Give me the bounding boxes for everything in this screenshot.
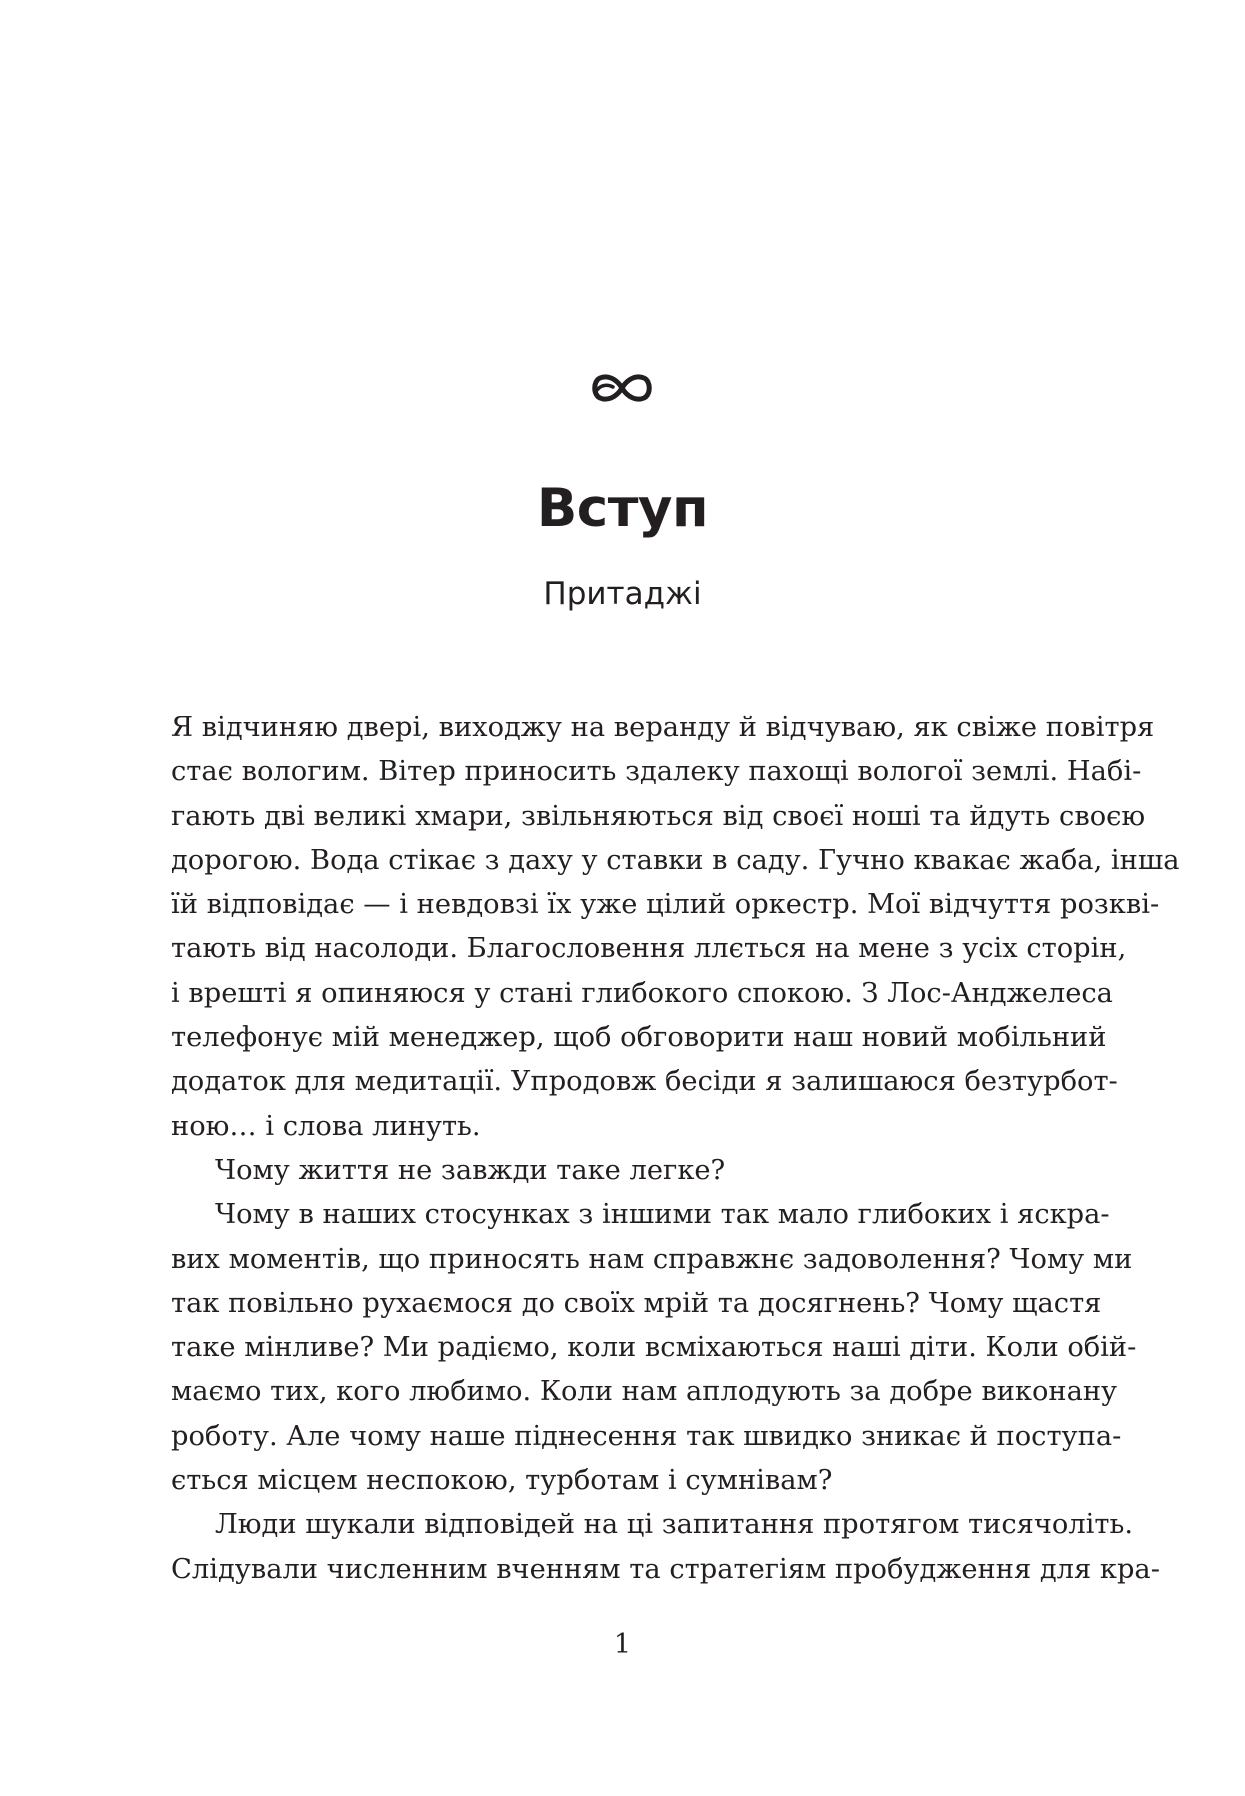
text-line: ною… і слова линуть. bbox=[171, 1110, 481, 1142]
text-line: телефонує мій менеджер, щоб обговорити наш новий мобільний bbox=[171, 1022, 1107, 1054]
infinity-icon bbox=[589, 370, 655, 406]
text-line: дорогою. Вода стікає з даху у ставки в саду. Гучно квакає жаба, інша bbox=[171, 844, 1180, 876]
text-line: ється місцем неспокою, турботам і сумнівам? bbox=[171, 1465, 833, 1497]
text-line: так повільно рухаємося до своїх мрій та досягнень? Чому щастя bbox=[171, 1287, 1102, 1319]
paragraph bbox=[171, 1149, 1075, 1193]
text-line: Люди шукали відповідей на ці запитання протягом тисячоліть. bbox=[215, 1509, 1134, 1541]
text-line: Слідували численним вченням та стратегіям пробудження для кра- bbox=[171, 1553, 1160, 1585]
text-line: гають дві великі хмари, звільняються від своєї ноші та йдуть своєю bbox=[171, 800, 1146, 832]
text-line: маємо тих, кого любимо. Коли нам аплодують за добре виконану bbox=[171, 1376, 1118, 1408]
chapter-title: Вступ bbox=[536, 478, 709, 539]
text-line: вих моментів, що приносять нам справжнє задоволення? Чому ми bbox=[171, 1243, 1133, 1275]
text-line: Я відчиняю двері, виходжу на веранду й відчуваю, як свіже повітря bbox=[171, 712, 1155, 743]
text-line: і врешті я опиняюся у стані глибокого спокою. З Лос-Анджелеса bbox=[171, 977, 1113, 1009]
text-line: стає вологим. Вітер приносить здалеку пахощі вологої землі. Набі- bbox=[171, 756, 1142, 788]
text-line: Чому життя не завжди таке легке? bbox=[215, 1154, 726, 1186]
body-text bbox=[171, 706, 1180, 1592]
chapter-author: Притаджі bbox=[543, 576, 702, 612]
text-line: таке мінливе? Ми радіємо, коли всміхаються наші діти. Коли обій- bbox=[171, 1332, 1137, 1364]
page-number: 1 bbox=[613, 1629, 632, 1660]
text-line: їй відповідає — і невдовзі їх уже цілий оркестр. Мої відчуття розкві- bbox=[171, 889, 1160, 921]
text-line: роботу. Але чому наше піднесення так швидко зникає й поступа- bbox=[171, 1420, 1122, 1452]
text-line: додаток для медитації. Упродовж бесіди я залишаюся безтурбот- bbox=[171, 1066, 1118, 1098]
paragraph bbox=[171, 1193, 1137, 1503]
text-line: Чому в наших стосунках з іншими так мало глибоких і яскра- bbox=[215, 1199, 1110, 1231]
paragraph bbox=[171, 706, 1180, 1149]
paragraph bbox=[171, 1503, 1160, 1592]
text-line: тають від насолоди. Благословення ллється на мене з усіх сторін, bbox=[171, 933, 1127, 965]
